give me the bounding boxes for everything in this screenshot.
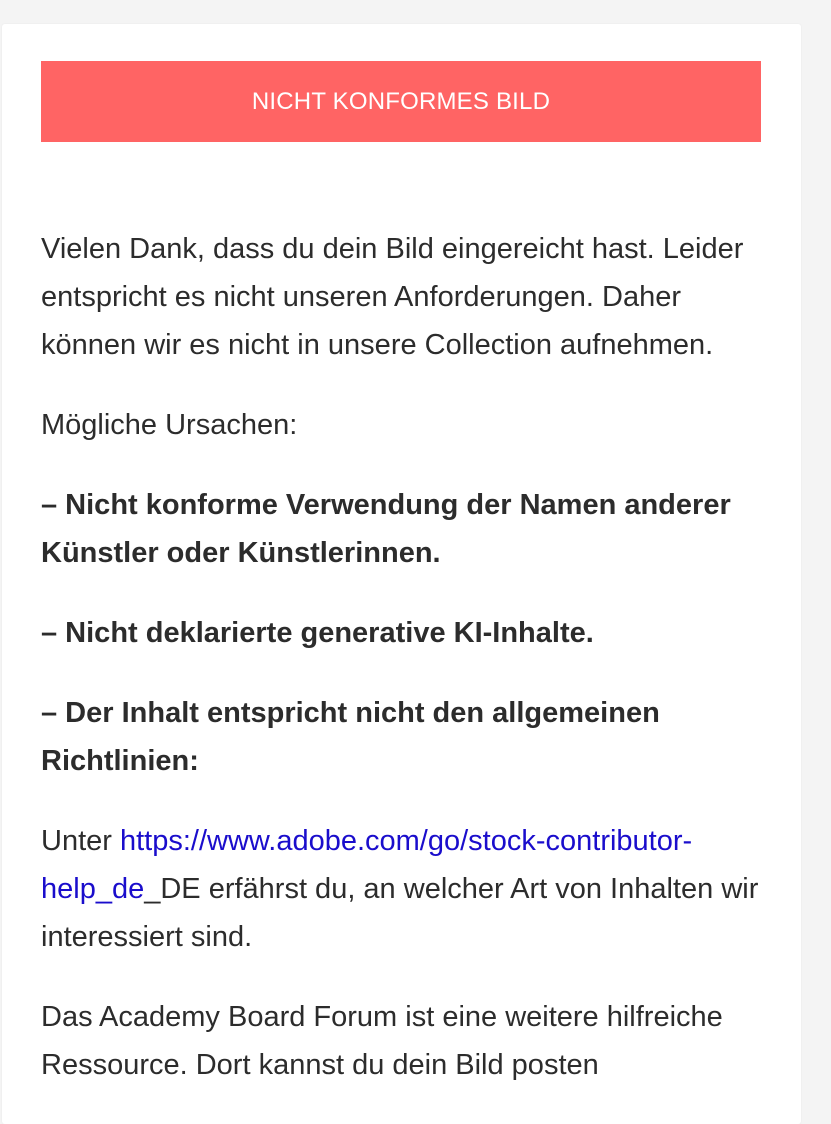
cause-item xyxy=(41,481,761,577)
help-prefix: Unter xyxy=(41,825,120,857)
cause-item xyxy=(41,689,761,785)
email-card xyxy=(2,24,801,1124)
intro-paragraph: Vielen Dank, dass du dein Bild eingereicht hast. Leider entspricht es nicht unseren Anforderungen. Daher können wir es nicht in unsere Collection aufnehmen. xyxy=(41,233,744,361)
cause-text: – Der Inhalt entspricht nicht den allgemeinen Richtlinien: xyxy=(41,697,660,777)
cause-text: – Nicht konforme Verwendung der Namen anderer Künstler oder Künstlerinnen. xyxy=(41,489,731,569)
contributor-help-link[interactable]: https://www.adobe.com/go/stock-contributor-help_de xyxy=(41,825,693,905)
help-paragraph xyxy=(41,817,761,961)
causes-heading: Mögliche Ursachen: xyxy=(41,409,298,441)
banner-label: NICHT KONFORMES BILD xyxy=(251,87,551,115)
cause-text: – Nicht deklarierte generative KI-Inhalte. xyxy=(41,617,594,649)
rejection-banner xyxy=(41,61,761,142)
forum-paragraph: Das Academy Board Forum ist eine weitere hilfreiche Ressource. Dort kannst du dein Bild posten xyxy=(41,1001,723,1081)
help-suffix: _DE erfährst du, an welcher Art von Inhalten wir interessiert sind. xyxy=(41,873,759,953)
message-body xyxy=(41,225,761,1121)
cause-item xyxy=(41,609,761,657)
